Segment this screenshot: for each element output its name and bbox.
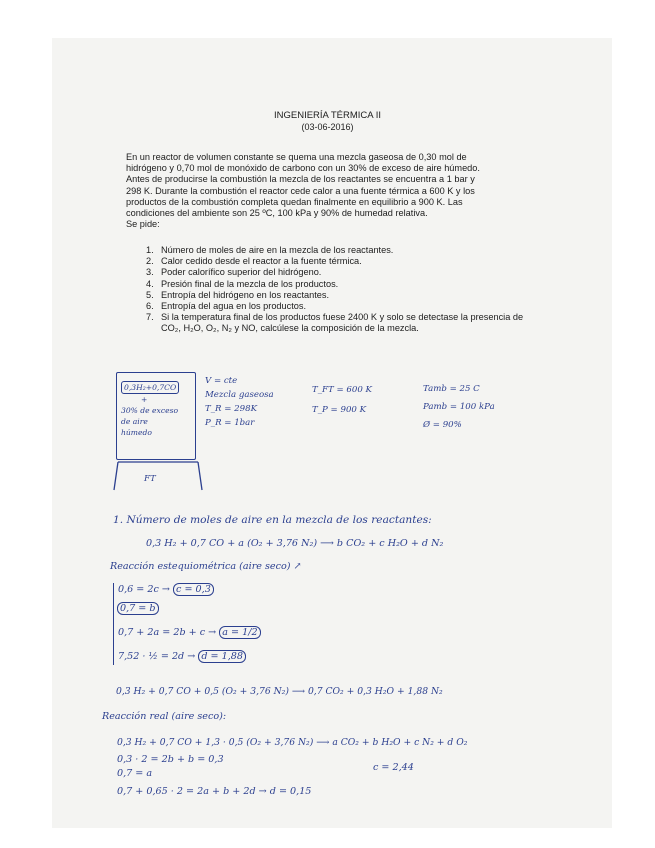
given-value: V = cte: [205, 376, 238, 386]
task-item: 7. Si la temperatura final de los productos fuese 2400 K y solo se detectase la presencia de CO₂, H₂O, O₂, N₂ y NO, calcúlese la composición de la mezcla.: [146, 312, 524, 334]
task-item: 1. Número de moles de aire en la mezcla de los reactantes.: [146, 245, 394, 255]
system-brace: [113, 583, 114, 665]
given-value: T_P = 900 K: [312, 405, 367, 415]
statement-line: En un reactor de volumen constante se quema una mezcla gaseosa de 0,30 mol de: [126, 152, 467, 162]
problem-statement: [126, 152, 529, 230]
thermal-source-sketch: [110, 456, 206, 496]
equation-stoichiometric: 0,3 H₂ + 0,7 CO + 0,5 (O₂ + 3,76 N₂) ⟶ 0,7 CO₂ + 0,3 H₂O + 1,88 N₂: [116, 686, 443, 697]
given-data-col2: [312, 380, 372, 420]
reactor-line: 30% de exceso: [121, 406, 179, 415]
given-value: Ø = 90%: [423, 420, 462, 430]
given-data-col1: [205, 374, 274, 430]
statement-line: condiciones del ambiente son 25 ºC, 100 kPa y 90% de humedad relativa.: [126, 208, 428, 219]
result-box: c = 0,3: [173, 583, 214, 596]
task-item: 3. Poder calorífico superior del hidrógeno.: [146, 267, 322, 278]
task-item: 4. Presión final de la mezcla de los productos.: [146, 278, 339, 289]
result-box: a = 1/2: [219, 626, 260, 639]
given-value: T_R = 298K: [205, 404, 257, 414]
given-value: Mezcla gaseosa: [205, 390, 274, 400]
real-eq-1: 0,3 · 2 = 2b + b = 0,3: [117, 754, 224, 765]
stoich-eq-3: 0,7 + 2a = 2b + c → a = 1/2: [118, 627, 261, 638]
real-reaction-title: Reacción real (aire seco):: [102, 711, 227, 722]
reactor-line: húmedo: [121, 428, 152, 437]
task-item: 6. Entropía del agua en los productos.: [146, 301, 307, 312]
reactor-line: de aire: [121, 417, 148, 426]
statement-line: Se pide:: [126, 219, 160, 230]
given-value: T_FT = 600 K: [312, 385, 372, 395]
task-item: 2. Calor cedido desde el reactor a la fuente térmica.: [146, 256, 362, 267]
stoich-eq-1: 0,6 = 2c → c = 0,3: [118, 584, 214, 595]
thermal-source-label: FT: [144, 474, 156, 484]
given-data-col3: [423, 380, 495, 434]
equation-general: 0,3 H₂ + 0,7 CO + a (O₂ + 3,76 N₂) ⟶ b CO₂ + c H₂O + d N₂: [146, 538, 444, 549]
exam-title: INGENIERÍA TÉRMICA II: [274, 110, 381, 121]
real-eq-2: 0,7 = a: [117, 768, 153, 779]
real-eq-4: 0,7 + 0,65 · 2 = 2a + b + 2d → d = 0,15: [117, 786, 312, 797]
reactor-line: 0,3H₂+0,7CO: [121, 381, 179, 394]
statement-line: hidrógeno y 0,70 mol de monóxido de carbono con un 30% de exceso de aire húmedo.: [126, 163, 480, 174]
statement-line: productos de la combustión completa quedan finalmente en equilibrio a 900 K. Las: [126, 196, 463, 207]
statement-line: Antes de producirse la combustión la mezcla de los reactantes se encuentra a 1 bar y: [126, 174, 475, 185]
reactor-line: +: [141, 395, 148, 404]
given-value: Tamb = 25 C: [423, 384, 480, 394]
given-value: Pamb = 100 kPa: [423, 402, 495, 412]
task-item: 5. Entropía del hidrógeno en los reactantes.: [146, 289, 330, 300]
task-list: [146, 245, 534, 335]
solution-heading: 1. Número de moles de aire en la mezcla de los reactantes:: [113, 514, 432, 526]
reactor-contents: [121, 381, 179, 438]
result-box: d = 1,88: [198, 650, 246, 663]
stoichiometric-title: Reacción estequiométrica (aire seco) ↗: [110, 561, 302, 572]
stoich-eq-2: [117, 603, 159, 614]
stoich-eq-4: 7,52 · ½ = 2d → d = 1,88: [118, 651, 246, 662]
result-box: 0,7 = b: [117, 602, 159, 615]
equation-real: 0,3 H₂ + 0,7 CO + 1,3 · 0,5 (O₂ + 3,76 N₂) ⟶ a CO₂ + b H₂O + c N₂ + d O₂: [117, 737, 468, 748]
given-value: P_R = 1bar: [205, 418, 255, 428]
reactor-box: [116, 372, 196, 460]
real-eq-3: c = 2,44: [373, 762, 414, 773]
statement-line: 298 K. Durante la combustión el reactor cede calor a una fuente térmica a 600 K y los: [126, 185, 475, 196]
exam-date: (03-06-2016): [301, 122, 354, 132]
